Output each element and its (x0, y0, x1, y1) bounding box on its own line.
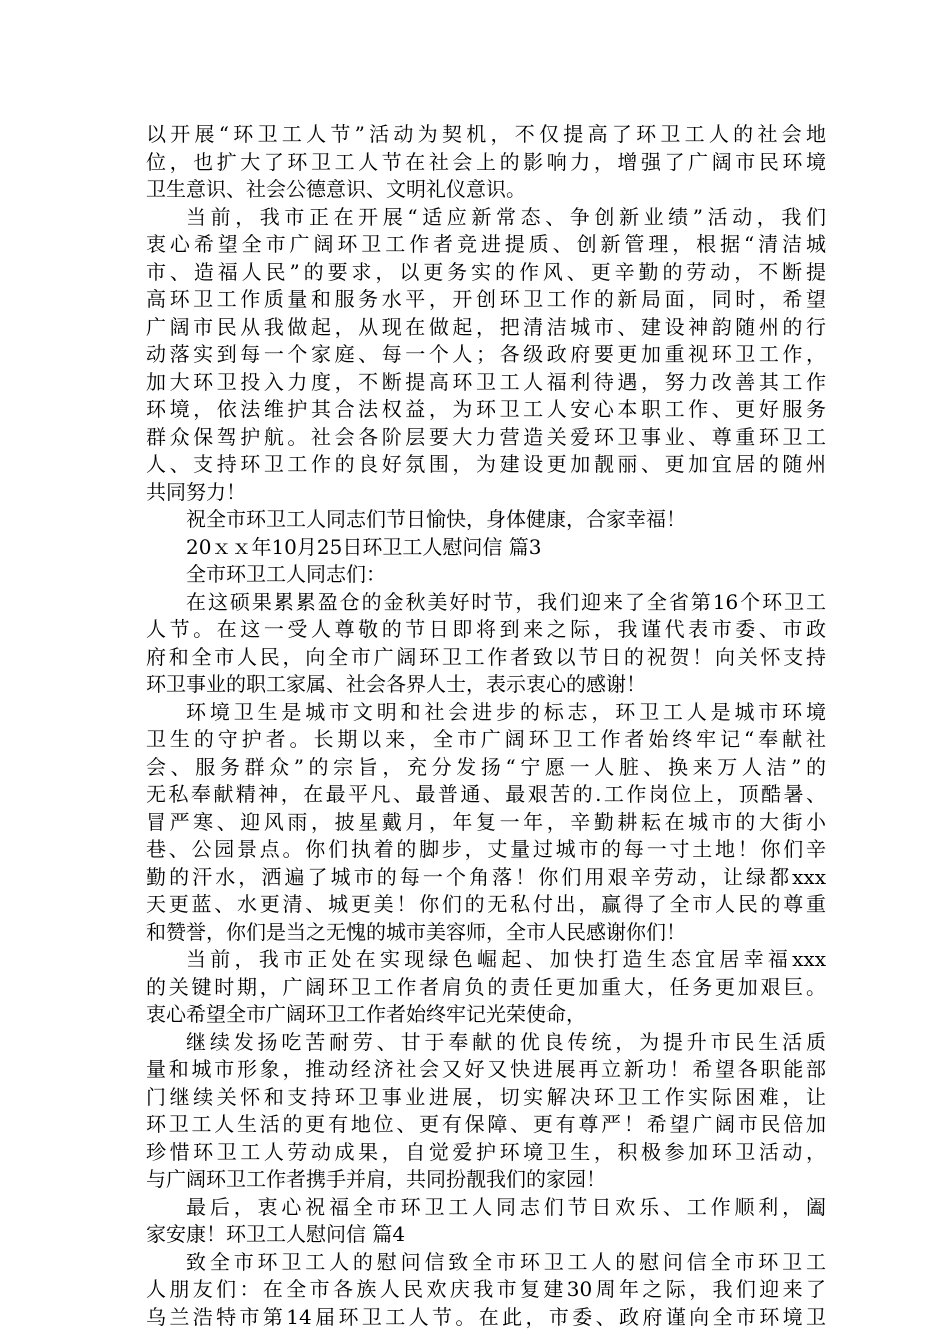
text-line: 致全市环卫工人的慰问信致全市环卫工人的慰问信全市环卫工 (186, 1249, 826, 1274)
text-line: 乌兰浩特市第14届环卫工人节。在此，市委、政府谨向全市环境卫 (146, 1304, 826, 1329)
text-line: 会、服务群众”的宗旨，充分发扬“宁愿一人脏、换来万人洁”的 (146, 754, 826, 779)
text-line: 环境，依法维护其合法权益，为环卫工人安心本职工作、更好服务 (146, 397, 826, 421)
text-line: 环卫事业的职工家属、社会各界人士，表示衷心的感谢！ (146, 672, 646, 696)
text-line: 衷心希望全市广阔环卫工作者竞进提质、创新管理，根据“清洁城 (146, 232, 826, 256)
text-line: 位，也扩大了环卫工人节在社会上的影响力，增强了广阔市民环境 (146, 149, 826, 174)
text-line: 当前，我市正在开展“适应新常态、争创新业绩”活动，我们 (186, 204, 826, 229)
text-line: 市、造福人民”的要求，以更务实的作风、更辛勤的劳动，不断提 (146, 259, 826, 284)
text-line: 人、支持环卫工作的良好氛围，为建设更加靓丽、更加宜居的随州 (146, 452, 826, 476)
text-line: 环境卫生是城市文明和社会进步的标志，环卫工人是城市环境 (186, 699, 826, 724)
text-line: 门继续关怀和支持环卫事业进展，切实解决环卫工作实际困难，让 (146, 1084, 826, 1109)
text-line: 祝全市环卫工人同志们节日愉快，身体健康，合家幸福！ (186, 507, 686, 531)
text-line: 与广阔环卫工作者携手并肩，共同扮靓我们的家园！ (146, 1167, 606, 1191)
text-line: 无私奉献精神，在最平凡、最普通、最艰苦的.工作岗位上，顶酷暑、 (146, 782, 826, 806)
text-line: 20ｘｘ年10月25日环卫工人慰问信 篇3 (186, 534, 542, 559)
text-line: 群众保驾护航。社会各阶层要大力营造关爱环卫事业、尊重环卫工 (146, 424, 826, 449)
text-line: 加大环卫投入力度，不断提高环卫工人福利待遇，努力改善其工作 (146, 369, 826, 394)
text-line: 以开展“环卫工人节”活动为契机，不仅提高了环卫工人的社会地 (146, 122, 826, 146)
text-line: 高环卫工作质量和服务水平，开创环卫工作的新局面，同时，希望 (146, 287, 826, 311)
text-line: 全市环卫工人同志们： (186, 562, 386, 586)
text-line: 和赞誉，你们是当之无愧的城市美容师，全市人民感谢你们！ (146, 919, 686, 944)
text-line: 环卫工人生活的更有地位、更有保障、更有尊严！希望广阔市民倍加 (146, 1112, 826, 1136)
text-line: 衷心希望全市广阔环卫工作者始终牢记光荣使命， (146, 1002, 586, 1026)
text-line: 府和全市人民，向全市广阔环卫工作者致以节日的祝贺！向关怀支持 (146, 644, 826, 669)
text-line: 在这硕果累累盈仓的金秋美好时节，我们迎来了全省第16个环卫工 (186, 589, 826, 614)
text-line: 珍惜环卫工人劳动成果，自觉爱护环境卫生，积极参加环卫活动， (146, 1139, 826, 1164)
text-line: 人节。在这一受人尊敬的节日即将到来之际，我谨代表市委、市政 (146, 617, 826, 641)
text-line: 共同努力！ (146, 479, 246, 504)
text-line: 广阔市民从我做起，从现在做起，把清洁城市、建设神韵随州的行 (146, 314, 826, 339)
text-line: 当前，我市正处在实现绿色崛起、加快打造生态宜居幸福xxx (186, 947, 826, 971)
text-line: 的关键时期，广阔环卫工作者肩负的责任更加重大，任务更加艰巨。 (146, 974, 826, 999)
text-line: 最后，衷心祝福全市环卫工人同志们节日欢乐、工作顺利，阖 (186, 1194, 826, 1219)
text-line: 动落实到每一个家庭、每一个人；各级政府要更加重视环卫工作， (146, 342, 826, 366)
text-line: 人朋友们：在全市各族人民欢庆我市复建30周年之际，我们迎来了 (146, 1277, 826, 1301)
text-line: 量和城市形象，推动经济社会又好又快进展再立新功！希望各职能部 (146, 1057, 826, 1081)
text-line: 卫生意识、社会公德意识、文明礼仪意识。 (146, 177, 526, 201)
text-line: 继续发扬吃苦耐劳、甘于奉献的优良传统，为提升市民生活质 (186, 1029, 826, 1054)
text-line: 家安康！环卫工人慰问信 篇4 (146, 1222, 406, 1246)
text-line: 卫生的守护者。长期以来，全市广阔环卫工作者始终牢记“奉献社 (146, 727, 826, 751)
text-line: 天更蓝、水更清、城更美！你们的无私付出，赢得了全市人民的尊重 (146, 892, 826, 916)
text-line: 勤的汗水，洒遍了城市的每一个角落！你们用艰辛劳动，让绿都xxx (146, 864, 826, 889)
document-body (146, 121, 826, 1331)
text-line: 冒严寒、迎风雨，披星戴月，年复一年，辛勤耕耘在城市的大街小 (146, 809, 826, 834)
text-line: 巷、公园景点。你们执着的脚步，丈量过城市的每一寸土地！你们辛 (146, 837, 826, 861)
